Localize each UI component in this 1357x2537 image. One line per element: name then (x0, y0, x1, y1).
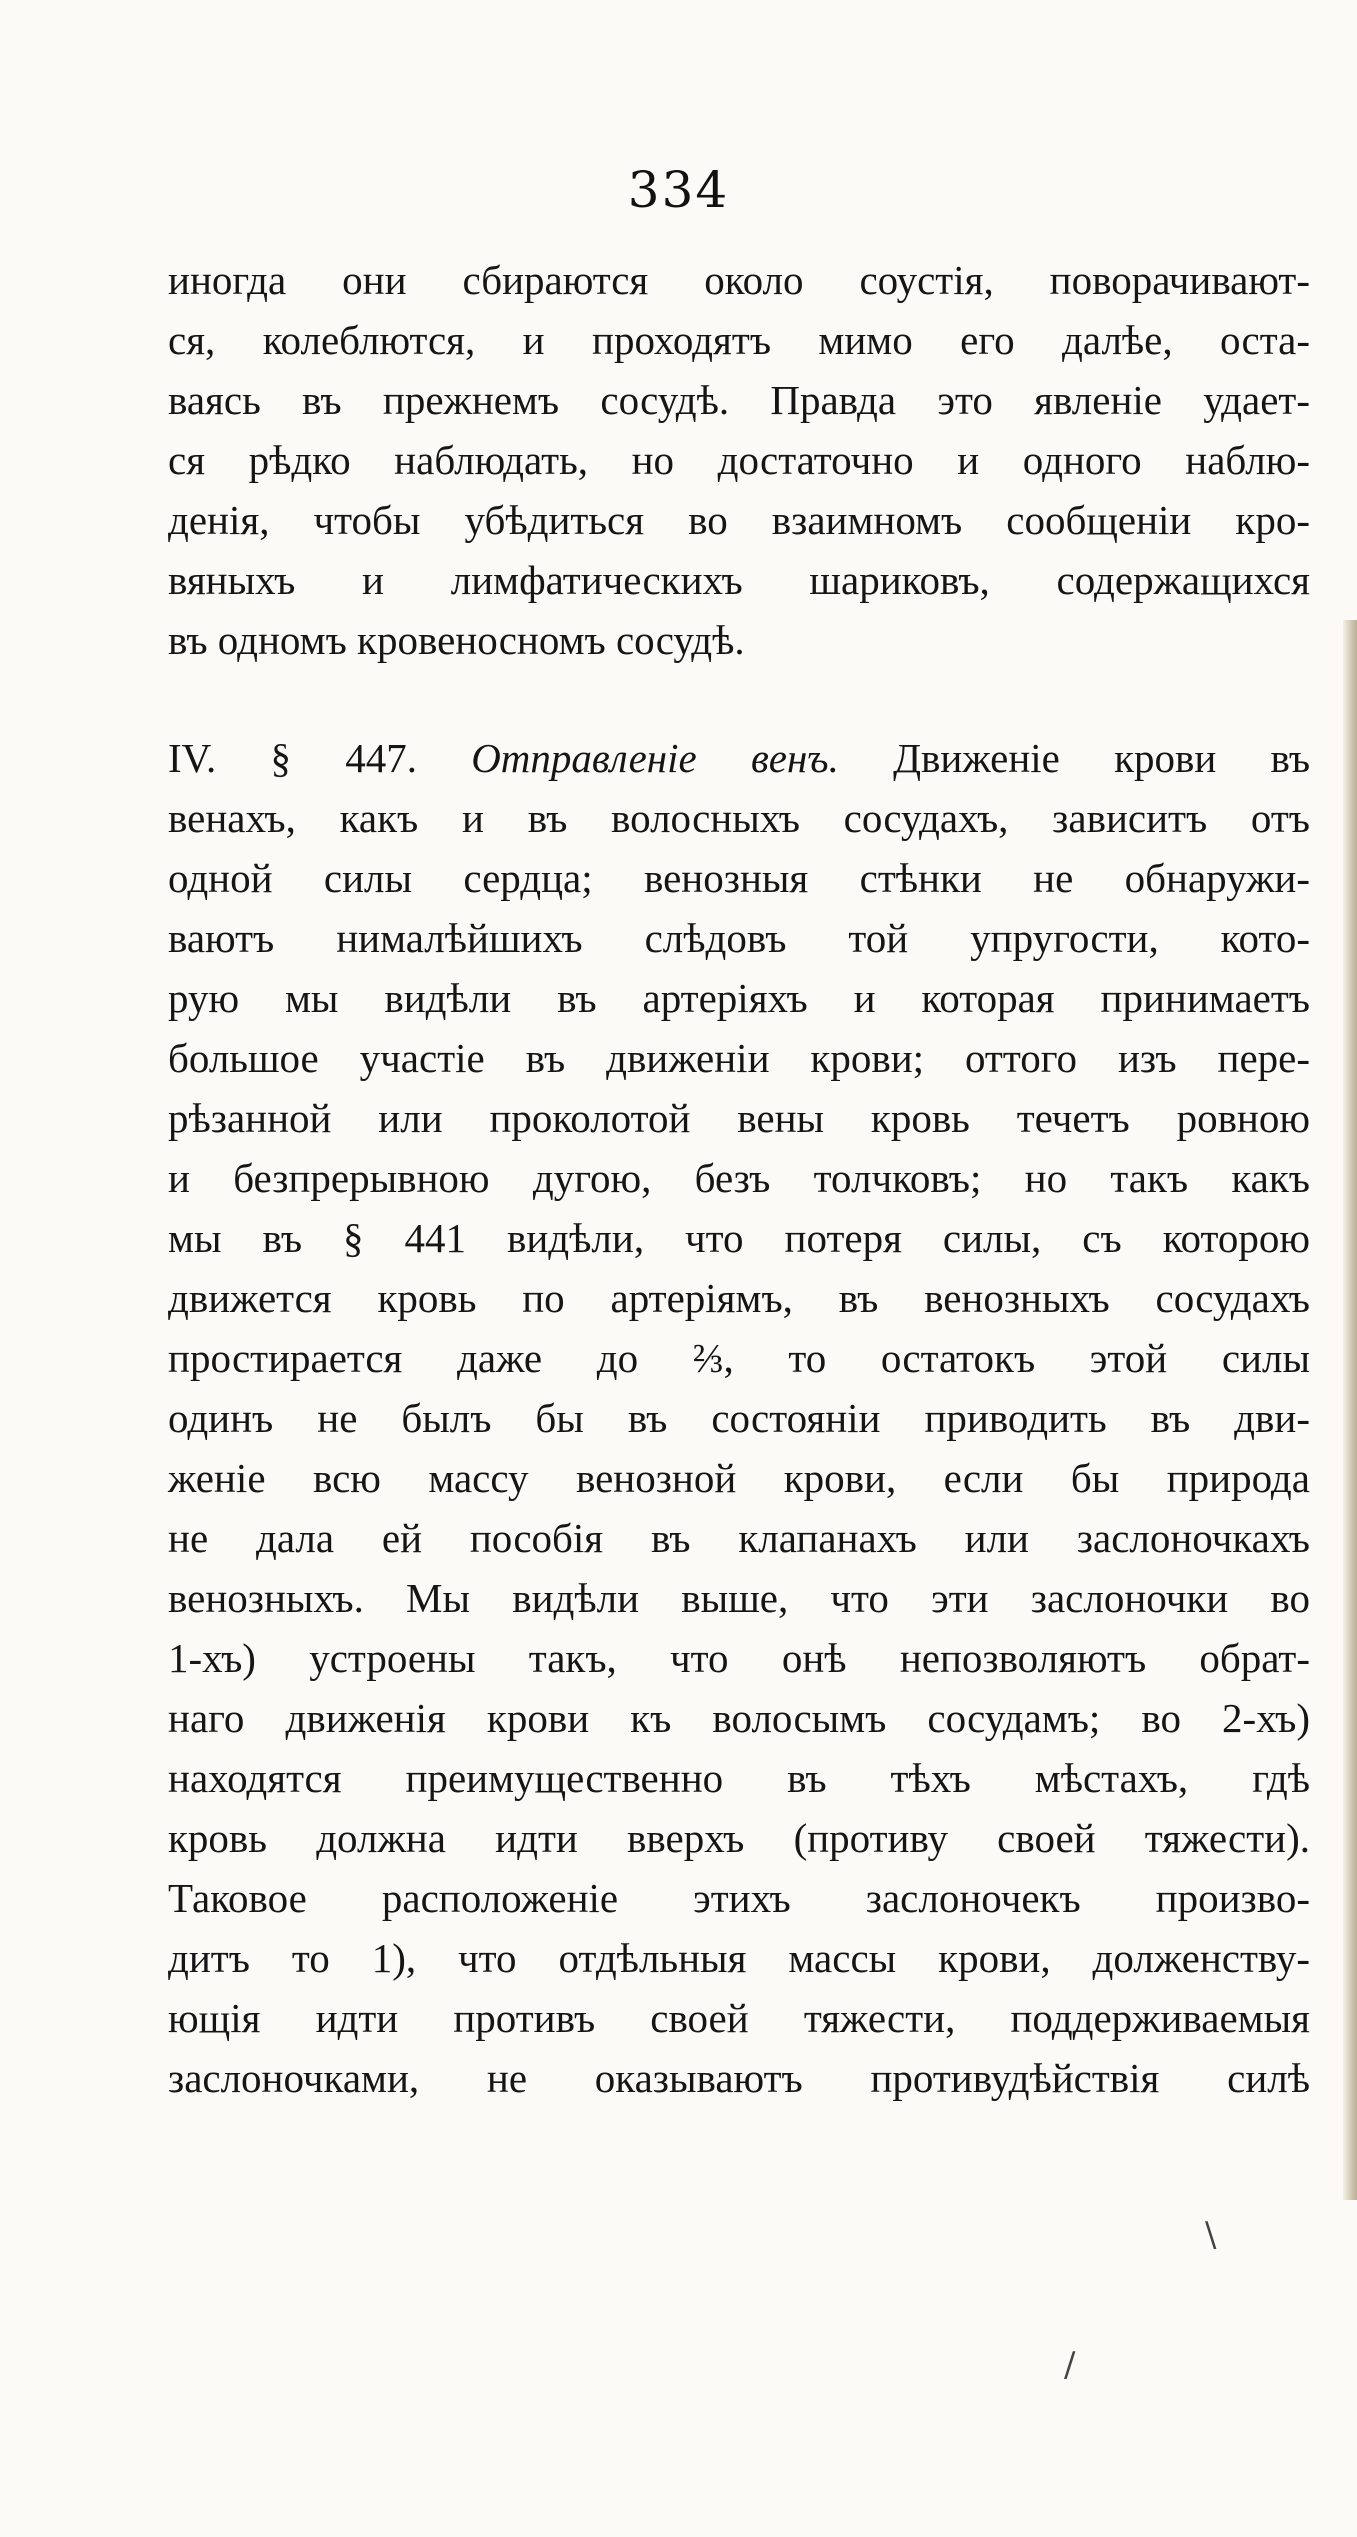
page-edge-shadow (1343, 620, 1357, 2200)
text-line: рѣзанной или проколотой вены кровь течетъ ровною (168, 1095, 1310, 1141)
text-line: движется кровь по артеріямъ, въ венозныхъ сосудахъ (168, 1275, 1310, 1321)
text-line: ся, колеблются, и проходятъ мимо его далѣе, оста- (168, 317, 1310, 363)
text-line: одинъ не былъ бы въ состояніи приводить въ дви- (168, 1395, 1310, 1441)
text-line: 1-хъ) устроены такъ, что онѣ непозволяютъ обрат- (168, 1635, 1310, 1681)
text-line: ющія идти противъ своей тяжести, поддерживаемыя (168, 1995, 1310, 2041)
text-line: наго движенія крови къ волосымъ сосудамъ; во 2-хъ) (168, 1695, 1310, 1741)
text-line: не дала ей пособія въ клапанахъ или заслоночкахъ (168, 1515, 1310, 1561)
text-line: Таковое расположеніе этихъ заслоночекъ произво- (168, 1875, 1310, 1921)
text-line: дитъ то 1), что отдѣльныя массы крови, долженству- (168, 1935, 1310, 1981)
text-line: рую мы видѣли въ артеріяхъ и которая принимаетъ (168, 975, 1310, 1021)
text-line: женіе всю массу венозной крови, если бы природа (168, 1455, 1310, 1501)
ink-speck: \ (1205, 2215, 1217, 2255)
text-line: простирается даже до ⅔, то остатокъ этой силы (168, 1335, 1310, 1381)
section-text-start: Движеніе крови въ (893, 735, 1311, 781)
text-line: и безпрерывною дугою, безъ толчковъ; но такъ какъ (168, 1155, 1310, 1201)
text-line: вяныхъ и лимфатическихъ шариковъ, содержащихся (168, 557, 1310, 603)
paragraph-number: § 447. (270, 735, 417, 781)
text-line: венозныхъ. Мы видѣли выше, что эти заслоночки во (168, 1575, 1310, 1621)
text-line: ся рѣдко наблюдать, но достаточно и одного наблю- (168, 437, 1310, 483)
section-numeral: IV. (168, 735, 217, 781)
section-heading-line (168, 728, 1310, 788)
text-line: венахъ, какъ и въ волосныхъ сосудахъ, зависитъ отъ (168, 795, 1310, 841)
text-line: одной силы сердца; венозныя стѣнки не обнаружи- (168, 855, 1310, 901)
text-line: иногда они сбираются около соустія, поворачивают- (168, 257, 1310, 303)
text-line: кровь должна идти вверхъ (противу своей тяжести). (168, 1815, 1310, 1861)
text-line: ваясь въ прежнемъ сосудѣ. Правда это явленіе удает- (168, 377, 1310, 423)
text-line: ваютъ нималѣйшихъ слѣдовъ той упругости, кото- (168, 915, 1310, 961)
text-line: большое участіе въ движеніи крови; оттого изъ пере- (168, 1035, 1310, 1081)
text-line: въ одномъ кровеносномъ сосудѣ. (168, 617, 745, 663)
text-line: мы въ § 441 видѣли, что потеря силы, съ которою (168, 1215, 1310, 1261)
text-line: заслоночками, не оказываютъ противудѣйствія силѣ (168, 2055, 1310, 2101)
section-title: Отправленіе венъ. (471, 735, 839, 781)
text-line: находятся преимущественно въ тѣхъ мѣстахъ, гдѣ (168, 1755, 1310, 1801)
ink-speck: / (1064, 2345, 1076, 2385)
page-number: 334 (627, 161, 730, 219)
text-line: денія, чтобы убѣдиться во взаимномъ сообщеніи кро- (168, 497, 1310, 543)
